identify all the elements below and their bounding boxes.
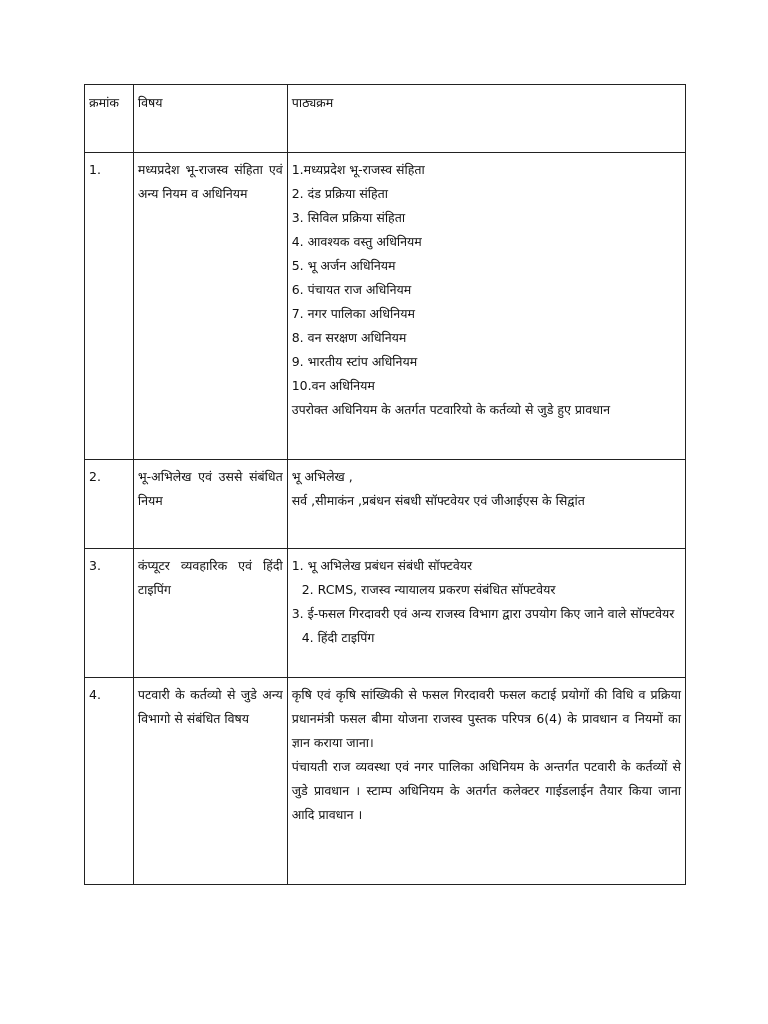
syllabus-item: भू अभिलेख , — [291, 469, 353, 484]
syllabus-item: 8. वन सरक्षण अधिनियम — [291, 330, 407, 345]
row-subject — [133, 678, 287, 885]
row-sno: 3. — [85, 549, 134, 678]
row-syllabus — [287, 678, 685, 885]
row-syllabus — [287, 153, 685, 460]
syllabus-table — [84, 84, 686, 885]
table-row — [85, 153, 686, 460]
row-sno: 2. — [85, 460, 134, 549]
syllabus-paragraph: कृषि एवं कृषि सांख्यिकी से फसल गिरदावरी फसल कटाई प्रयोगों की विधि व प्रक्रिया प्रधानमंत्री फसल बीमा योजना राजस्व पुस्तक परिपत्र 6(4) के प्रावधान व नियमों का ज्ञान कराया जाना। — [291, 687, 681, 750]
row-syllabus — [287, 460, 685, 549]
syllabus-item: 3. ई-फसल गिरदावरी एवं अन्य राजस्व विभाग द्वारा उपयोग किए जाने वाले सॉफ्टवेयर — [291, 606, 675, 621]
syllabus-item: 2. RCMS, राजस्व न्यायालय प्रकरण संबंधित सॉफ्टवेयर — [301, 582, 556, 597]
header-subject: विषय — [133, 85, 287, 153]
row-subject — [133, 549, 287, 678]
syllabus-item: 1.मध्यप्रदेश भू-राजस्व संहिता — [291, 162, 425, 177]
syllabus-item: 6. पंचायत राज अधिनियम — [291, 282, 412, 297]
row-subject — [133, 460, 287, 549]
header-sno: क्रमांक — [85, 85, 134, 153]
table-row — [85, 678, 686, 885]
syllabus-item: 7. नगर पालिका अधिनियम — [291, 306, 415, 321]
syllabus-item: 5. भू अर्जन अधिनियम — [291, 258, 396, 273]
table-row — [85, 460, 686, 549]
syllabus-item: सर्व ,सीमाकंन ,प्रबंधन संबधी सॉफ्टवेयर एवं जीआईएस के सिद्वांत — [291, 493, 585, 508]
syllabus-item: उपरोक्त अधिनियम के अतर्गत पटवारियो के कर्तव्यो से जुडे हुए प्रावधान — [291, 402, 611, 417]
subject-text: कंप्यूटर व्यवहारिक एवं हिंदी टाइपिंग — [137, 558, 283, 597]
table-header-row — [85, 85, 686, 153]
syllabus-item: 10.वन अधिनियम — [291, 378, 375, 393]
row-syllabus — [287, 549, 685, 678]
subject-text: मध्यप्रदेश भू-राजस्व संहिता एवं अन्य नियम व अधिनियम — [137, 162, 283, 201]
row-sno: 4. — [85, 678, 134, 885]
syllabus-item: 1. भू अभिलेख प्रबंधन संबंधी सॉफ्टवेयर — [291, 558, 473, 573]
syllabus-item: 9. भारतीय स्टांप अधिनियम — [291, 354, 418, 369]
table-row — [85, 549, 686, 678]
syllabus-item: 3. सिविल प्रक्रिया संहिता — [291, 210, 406, 225]
syllabus-paragraph: पंचायती राज व्यवस्था एवं नगर पालिका अधिनियम के अन्तर्गत पटवारी के कर्तव्यों से जुडे प्रावधान । स्टाम्प अधिनियम के अतर्गत कलेक्टर गाईडलाईन तैयार किया जाना आदि प्रावधान । — [291, 759, 681, 822]
row-subject — [133, 153, 287, 460]
subject-text: पटवारी के कर्तव्यो से जुडे अन्य विभागो से संबंधित विषय — [137, 687, 283, 726]
row-sno: 1. — [85, 153, 134, 460]
syllabus-item: 4. आवश्यक वस्तु अधिनियम — [291, 234, 422, 249]
header-syllabus: पाठ्यक्रम — [287, 85, 685, 153]
subject-text: भू-अभिलेख एवं उससे संबंधित नियम — [137, 469, 283, 508]
syllabus-item: 4. हिंदी टाइपिंग — [301, 630, 375, 645]
syllabus-item: 2. दंड प्रक्रिया संहिता — [291, 186, 389, 201]
